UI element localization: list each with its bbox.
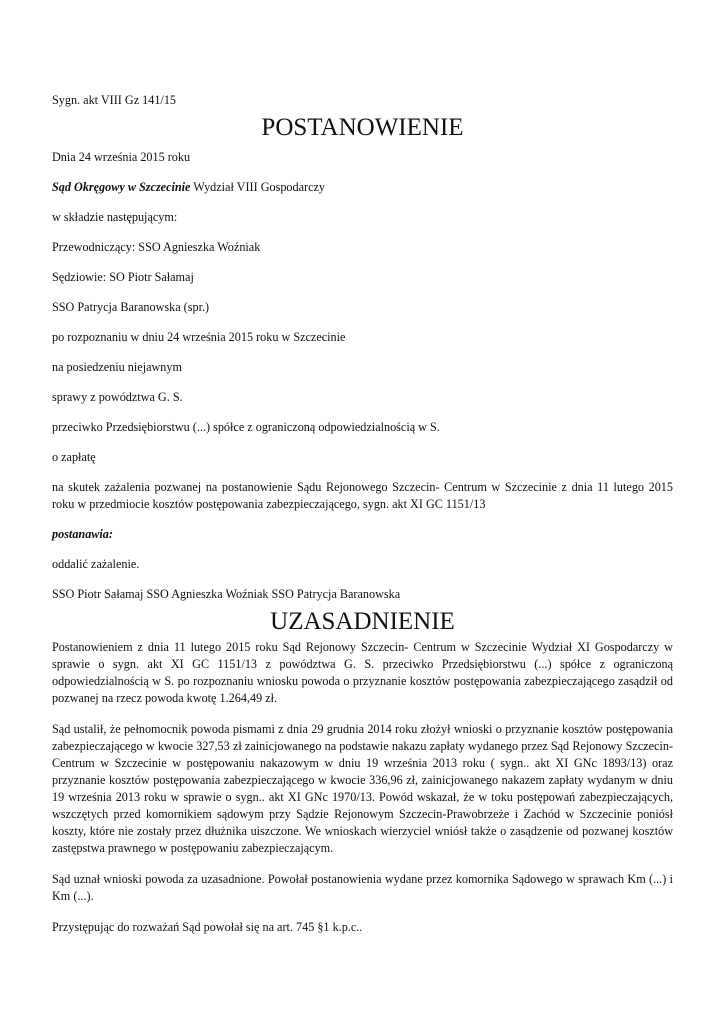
date-line: Dnia 24 września 2015 roku <box>52 150 191 164</box>
presiding-judge: Przewodniczący: SSO Agnieszka Woźniak <box>52 240 261 254</box>
case-of-line: sprawy z powództwa G. S. <box>52 390 183 404</box>
document-body <box>52 92 673 950</box>
composition-intro: w składzie następującym: <box>52 210 178 224</box>
subject-line: o zapłatę <box>52 450 96 464</box>
document-title: POSTANOWIENIE <box>261 114 464 141</box>
justification-paragraph-4: Przystępując do rozważań Sąd powołał się na art. 745 §1 k.p.c.. <box>52 920 363 934</box>
judge-2-line: SSO Patrycja Baranowska (spr.) <box>52 300 210 314</box>
court-division: Wydział VIII Gospodarczy <box>190 180 325 194</box>
hearing-line: po rozpoznaniu w dniu 24 września 2015 roku w Szczecinie <box>52 330 346 344</box>
justification-paragraph-2: Sąd ustalił, że pełnomocnik powoda pismami z dnia 29 grudnia 2014 roku złożył wnioski o przyznanie kosztów postępowania zabezpieczającego w kwocie 327,53 zł zainicjowanego na podstawie nakazu zapłaty wydanego przez Sąd Rejonowy Szczecin- Centrum w Szczecinie w postępowaniu nakazowym w dniu 19 września 2013 roku ( sygn.. akt XI GNc 1893/13) oraz przyznanie kosztów postępowania zabezpieczającego w kwocie 336,96 zł, zainicjowanego nakazem zapłaty wydanym w dniu 19 września 2013 roku w sprawie o sygn.. akt XI GNc 1970/13. Powód wskazał, że w toku postępowań zabezpieczających, wszczętych przed komornikiem sądowym przy Sądzie Rejonowym Szczecin-Prawobrzeże i Zachód w Szczecinie poniósł koszty, które nie zostały przez dłużnika uiszczone. We wnioskach wierzyciel wniósł także o zasądzenie od pozwanej kosztów zastępstwa prawnego w postępowaniu zabezpieczającym. <box>52 722 673 855</box>
decision-line: oddalić zażalenie. <box>52 557 140 571</box>
justification-paragraph-1: Postanowieniem z dnia 11 lutego 2015 roku Sąd Rejonowy Szczecin- Centrum w Szczecinie Wydział XI Gospodarczy w sprawie o sygn. akt XI GC 1151/13 z powództwa G. S. przeciwko Przedsiębiorstwu (...) spółce z ograniczoną odpowiedzialnością w S. po rozpoznaniu wniosku powoda o przyznanie kosztów postępowania zabezpieczającego zasądził od pozwanej na rzecz powoda kwotę 1.264,49 zł. <box>52 640 673 705</box>
signature-reference: Sygn. akt VIII Gz 141/15 <box>52 93 177 107</box>
appeal-paragraph: na skutek zażalenia pozwanej na postanowienie Sądu Rejonowego Szczecin- Centrum w Szczecinie z dnia 11 lutego 2015 roku w przedmiocie kosztów postępowania zabezpieczającego, sygn. akt XI GC 1151/13 <box>52 480 673 511</box>
justification-paragraph-3: Sąd uznał wnioski powoda za uzasadnione. Powołał postanowienia wydane przez komornika Sądowego w sprawach Km (...) i Km (...). <box>52 872 673 903</box>
judges-line: Sędziowie: SO Piotr Sałamaj <box>52 270 194 284</box>
decides-label: postanawia: <box>52 527 113 541</box>
justification-title: UZASADNIENIE <box>270 608 455 635</box>
against-line: przeciwko Przedsiębiorstwu (...) spółce z ograniczoną odpowiedzialnością w S. <box>52 420 440 434</box>
session-line: na posiedzeniu niejawnym <box>52 360 182 374</box>
signatures-line: SSO Piotr Sałamaj SSO Agnieszka Woźniak SSO Patrycja Baranowska <box>52 587 401 601</box>
court-line <box>52 179 673 196</box>
court-name: Sąd Okręgowy w Szczecinie <box>52 180 191 194</box>
